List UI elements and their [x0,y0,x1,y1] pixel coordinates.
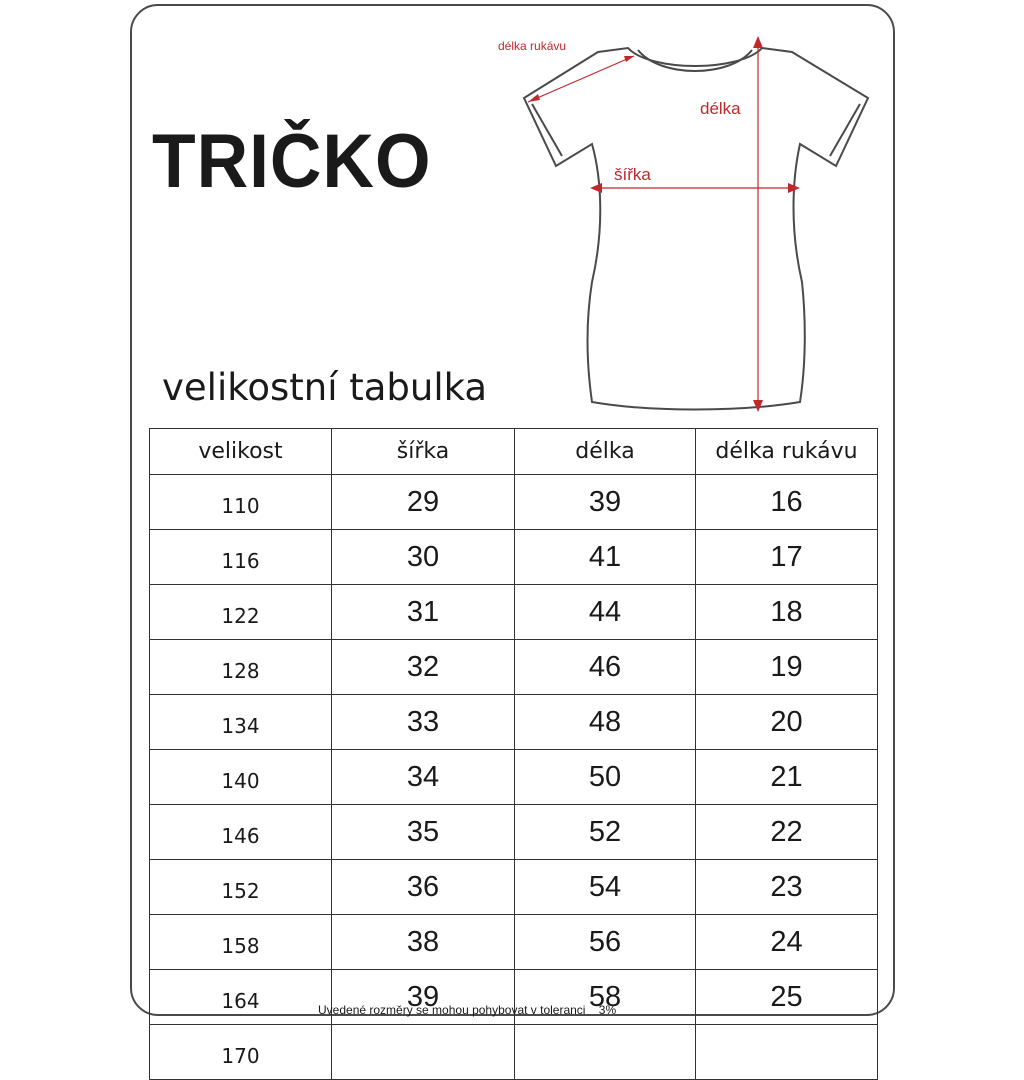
cell-sleeve: 18 [696,585,878,640]
header-size: velikost [150,429,332,475]
cell-length: 54 [515,860,696,915]
cell-size: 116 [150,530,332,585]
cell-size: 134 [150,695,332,750]
cell-size: 164 [150,970,332,1025]
header-width: šířka [332,429,515,475]
cell-sleeve: 16 [696,475,878,530]
cell-length: 52 [515,805,696,860]
cell-sleeve: 24 [696,915,878,970]
cell-sleeve: 20 [696,695,878,750]
cell-width: 35 [332,805,515,860]
cell-length: 48 [515,695,696,750]
table-row [150,475,878,530]
cell-sleeve: 22 [696,805,878,860]
cell-length: 50 [515,750,696,805]
table-row [150,530,878,585]
cell-width: 31 [332,585,515,640]
table-row [150,915,878,970]
cell-width: 34 [332,750,515,805]
label-length: délka [700,99,741,118]
cell-width: 32 [332,640,515,695]
tolerance-note: Uvedené rozměry se mohou pohybovat v toleranci 3% [318,1003,617,1017]
cell-size: 140 [150,750,332,805]
cell-sleeve: 21 [696,750,878,805]
cell-length: 39 [515,475,696,530]
tshirt-diagram [498,20,880,420]
label-sleeve-length: délka rukávu [498,39,567,53]
cell-sleeve: 25 [696,970,878,1025]
page-title: TRIČKO [152,119,432,204]
label-width: šířka [614,165,651,184]
cell-width: 30 [332,530,515,585]
cell-sleeve: 19 [696,640,878,695]
table-row [150,640,878,695]
cell-sleeve: 23 [696,860,878,915]
table-subtitle: velikostní tabulka [162,366,488,409]
cell-width: 36 [332,860,515,915]
cell-width: 33 [332,695,515,750]
cell-length [515,1025,696,1080]
cell-length: 58 [515,970,696,1025]
table-row [150,1025,878,1080]
cell-size: 110 [150,475,332,530]
cell-size: 158 [150,915,332,970]
cell-length: 46 [515,640,696,695]
cell-length: 44 [515,585,696,640]
tshirt-outline-icon [524,48,868,410]
cell-width [332,1025,515,1080]
size-table [149,428,878,1080]
cell-width: 39 [332,970,515,1025]
cell-width: 29 [332,475,515,530]
cell-size: 170 [150,1025,332,1080]
table-header-row [150,429,878,475]
table-row [150,695,878,750]
header-sleeve-length: délka rukávu [696,429,878,475]
header-length: délka [515,429,696,475]
table-row [150,805,878,860]
table-row [150,860,878,915]
cell-size: 152 [150,860,332,915]
cell-length: 41 [515,530,696,585]
cell-sleeve: 17 [696,530,878,585]
cell-sleeve [696,1025,878,1080]
cell-size: 146 [150,805,332,860]
cell-width: 38 [332,915,515,970]
cell-size: 122 [150,585,332,640]
cell-length: 56 [515,915,696,970]
cell-size: 128 [150,640,332,695]
table-row [150,750,878,805]
table-row [150,585,878,640]
